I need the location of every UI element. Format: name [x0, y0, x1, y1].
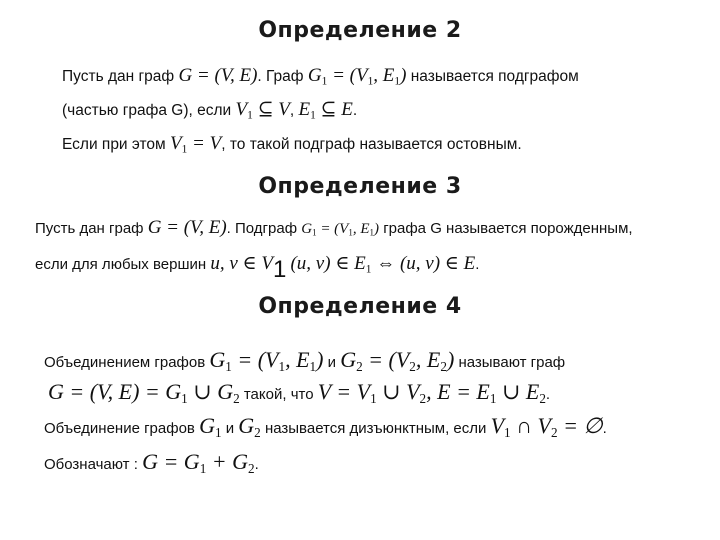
formula-e1-subset-e: $E_1$ ⊆ E — [298, 99, 353, 122]
definition-4-heading: Определение 4 — [258, 294, 462, 319]
formula-union-graph: G = (V, $E) = G_1$ ∪ $G_2$ — [48, 379, 240, 406]
def4-line-1 — [44, 348, 565, 379]
def2-line-3 — [62, 132, 522, 161]
formula-graph-sum: $G = G_1 + G_2$ — [142, 449, 255, 476]
formula-g1: $G_1$ — [199, 413, 222, 440]
def3-text-subgraph: . Подграф — [226, 220, 298, 237]
def4-text-called-graph: называют граф — [458, 354, 566, 371]
formula-u-v-in-v1: u, v ∈ V — [210, 253, 273, 274]
formula-empty-intersection: $V_1$ ∩ $V_2$ = ∅ — [490, 413, 603, 440]
def4-line-2: G = (V, $E) = G_1$ ∪ $G_2$ такой, что $V = V_1$ ∪ $V_2$, $E = E_1$ ∪ $E_2$. — [48, 379, 551, 406]
definition-2-heading: Определение 2 — [258, 18, 462, 43]
formula-graph-g1: $G_1 = (V_1$, $E_1$) — [209, 347, 324, 374]
def4-line-3: Объединение графов $G_1$ и $G_2$ называется дизъюнктным, если $V_1$ ∩ $V_2$ = ∅. — [44, 413, 607, 440]
formula-v1-subset-v: $V_1$ ⊆ V — [235, 99, 290, 122]
def4-line-4: Обозначают : $G = G_1 + G_2$. — [44, 449, 259, 476]
def3-text-for-any-vertices: если для любых вершин — [35, 256, 207, 273]
def4-text-called-disjoint: называется дизъюнктным, если — [264, 420, 487, 437]
formula-vertex-edge-union: $V = V_1$ ∪ $V_2$, $E = E_1$ ∪ $E_2$ — [317, 379, 546, 406]
def3-line-1 — [35, 216, 633, 245]
def2-text-part-of-graph: (частью графа G), если — [62, 102, 232, 119]
def2-line-2: (частью графа G), если $V_1$ ⊆ V, $E_1$ ⊆ E. — [62, 99, 358, 122]
formula-g2: $G_2$ — [238, 413, 261, 440]
formula-subscript-one: 1 — [272, 256, 287, 283]
def2-text-if-also: Если при этом — [62, 136, 166, 153]
formula-graph-g1: $G_1 = (V_1$, $E_1$) — [301, 221, 380, 238]
def4-text-union-of-graphs: Объединением графов — [44, 354, 206, 371]
def4-text-and: и — [327, 354, 337, 371]
def4-text-denoted: Обозначают : — [44, 456, 138, 473]
formula-graph-g1: $G_1 = (V_1$, $E_1$) — [307, 65, 407, 88]
def2-text-spanning: , то такой подграф называется остовным. — [221, 136, 522, 153]
formula-v1-equals-v: $V_1 = V$ — [169, 133, 222, 156]
def4-text-and-2: и — [225, 420, 235, 437]
formula-graph-g: G = (V, E) — [178, 65, 258, 86]
def4-text-such-that: такой, что — [243, 386, 314, 403]
def3-text-called-induced: графа G называется порожденным, — [383, 220, 633, 237]
def4-text-union-of-graphs-2: Объединение графов — [44, 420, 195, 437]
formula-graph-g2: $G_2 = (V_2$, $E_2$) — [340, 347, 455, 374]
def2-text-given-graph: Пусть дан граф — [62, 68, 175, 85]
definition-3-heading: Определение 3 — [258, 174, 462, 199]
def3-line-2: если для любых вершин u, v ∈ V1 (u, v) ∈ $E_1$ ⇔ (u, v) ∈ E. — [35, 253, 480, 283]
formula-graph-g: G = (V, E) — [147, 217, 227, 238]
def2-line-1 — [62, 64, 579, 93]
def2-text-graph: . Граф — [257, 68, 304, 85]
formula-edge-equivalence: (u, v) ∈ $E_1$ ⇔ (u, v) ∈ E — [290, 253, 476, 276]
def3-text-given-graph: Пусть дан граф — [35, 220, 144, 237]
def2-text-called-subgraph: называется подграфом — [410, 68, 579, 85]
